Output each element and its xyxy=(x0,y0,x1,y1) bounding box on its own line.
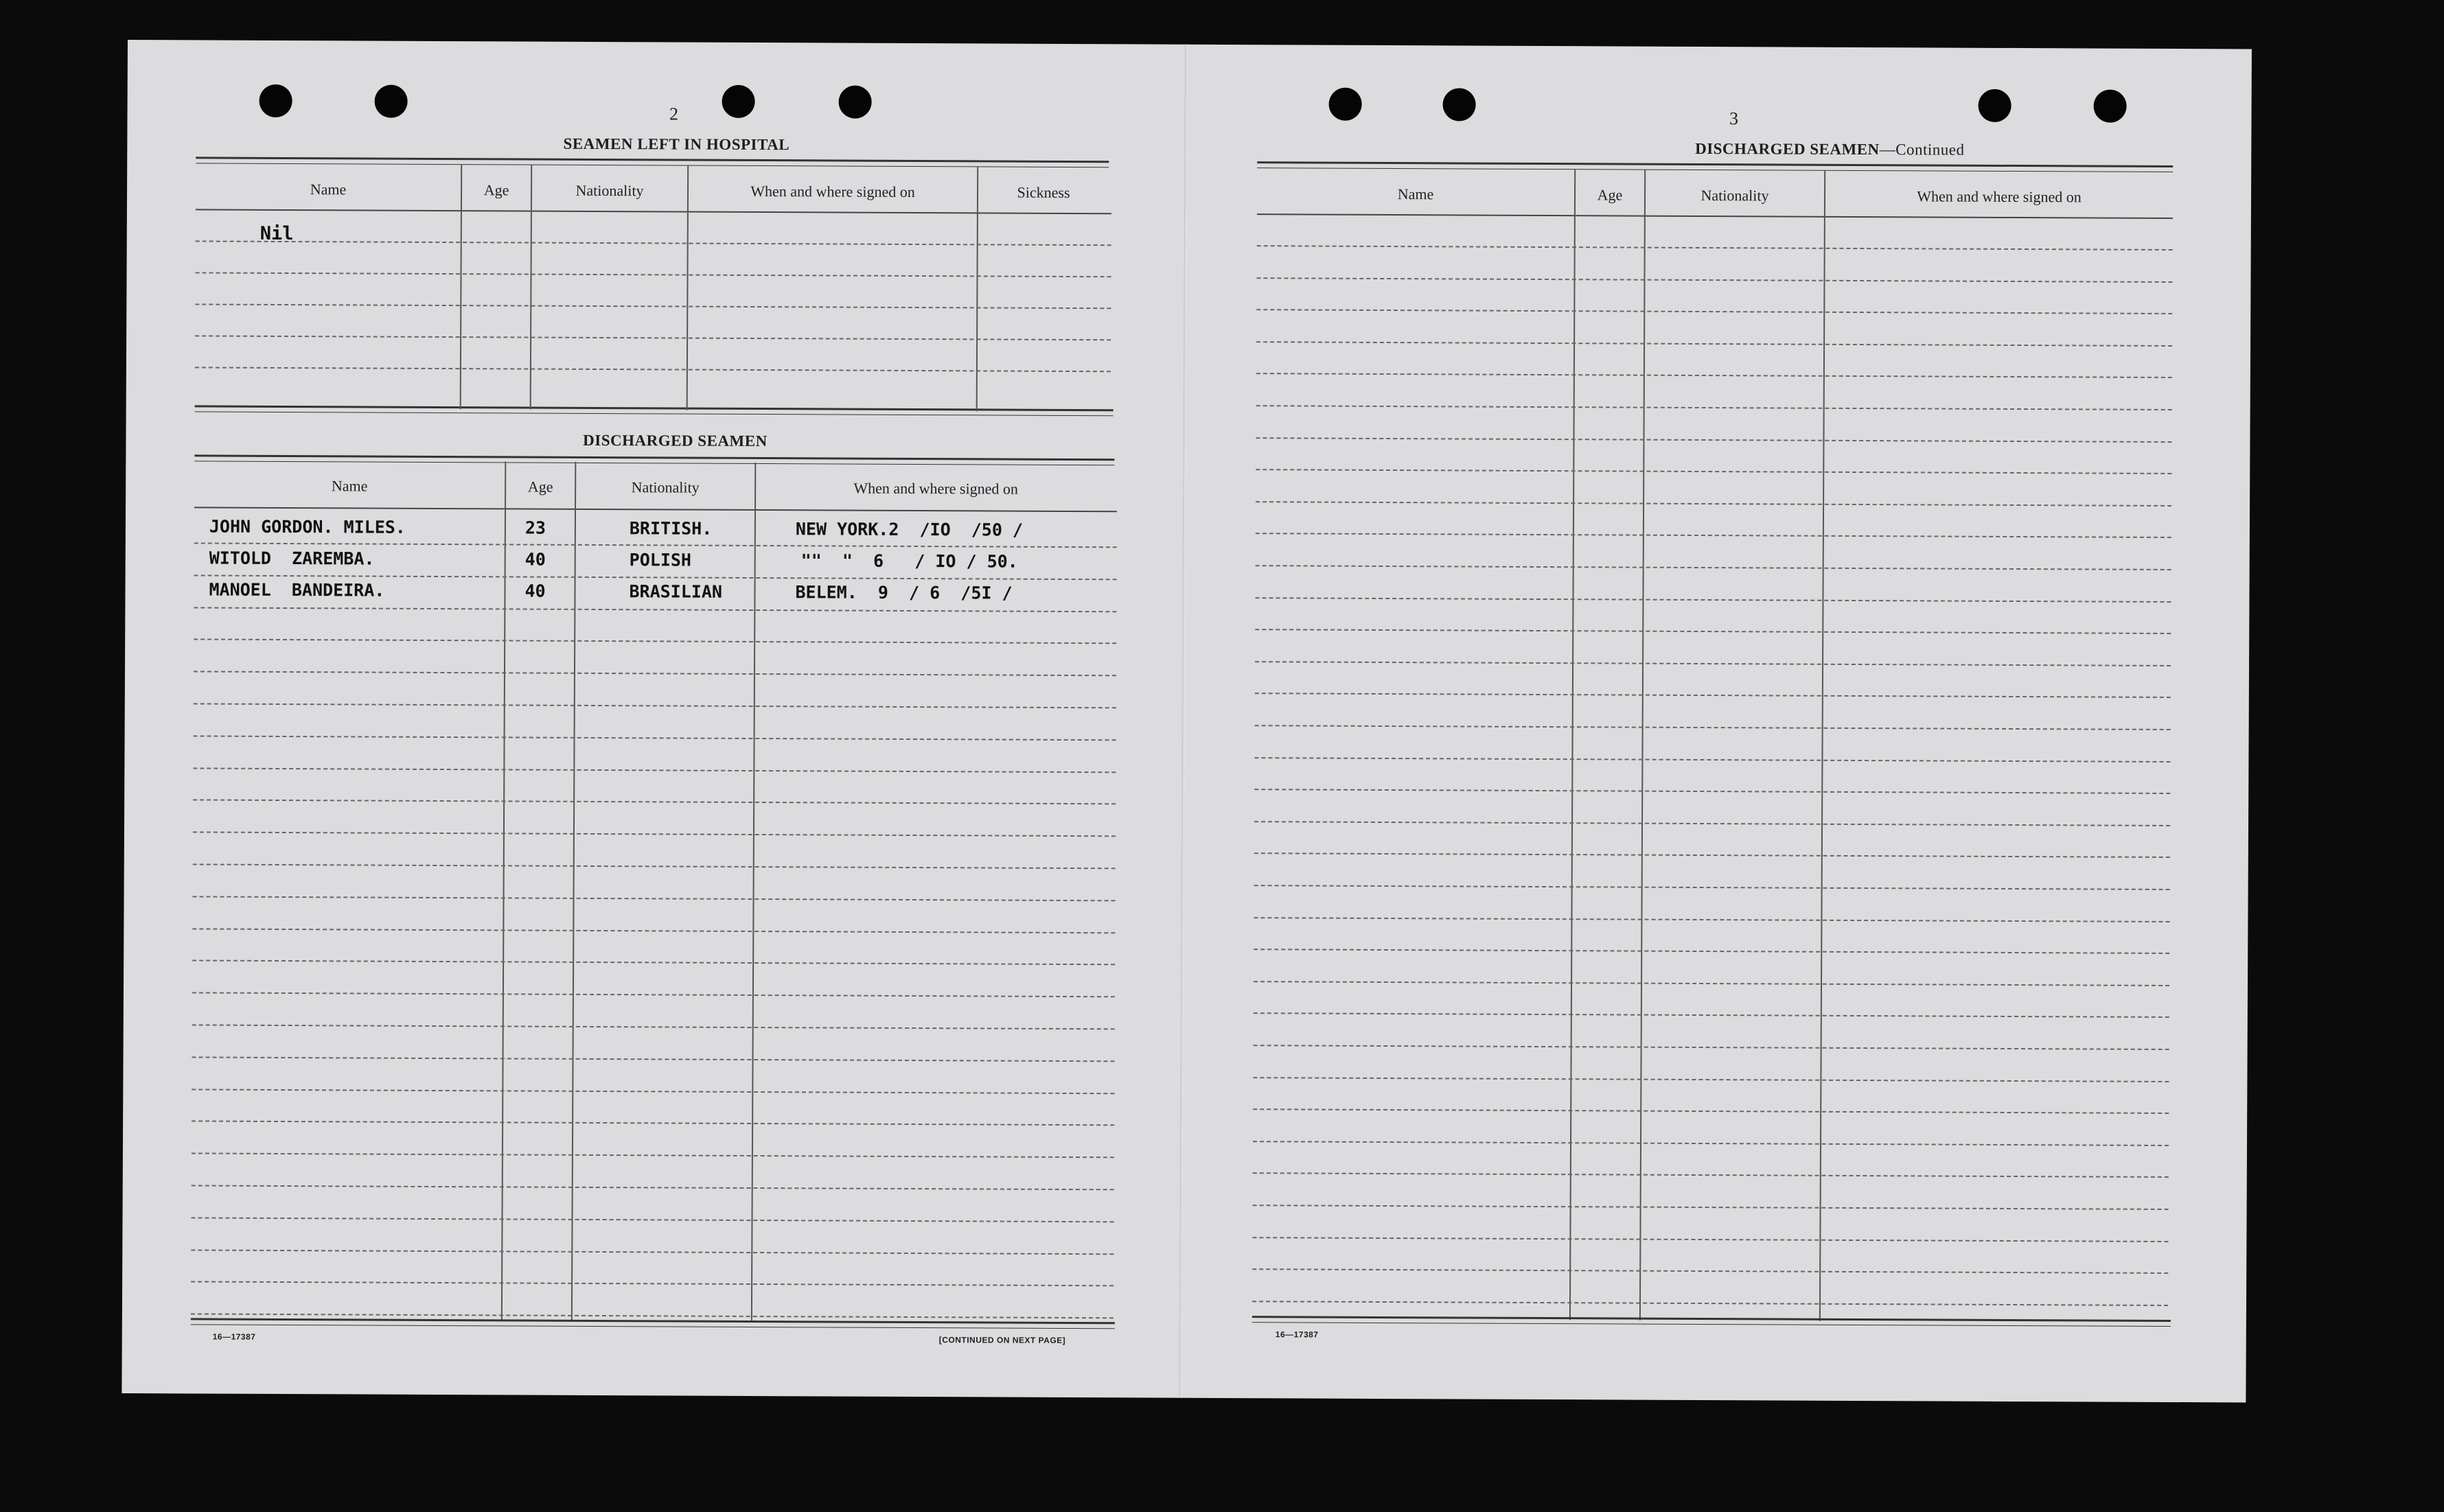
punch-hole xyxy=(375,85,408,118)
punch-hole xyxy=(1443,88,1476,121)
section-rule xyxy=(1257,161,2173,172)
document-sheet xyxy=(122,40,2252,1402)
column-header-signed-on: When and where signed on xyxy=(1917,187,2082,206)
row-line xyxy=(1256,309,2172,314)
row-line xyxy=(1252,1301,2168,1306)
row-line xyxy=(1254,981,2169,986)
column-header-signed-on: When and where signed on xyxy=(853,479,1018,498)
seaman-age: 40 xyxy=(524,581,546,601)
row-line xyxy=(192,1121,1114,1126)
row-line xyxy=(1256,533,2171,539)
row-line xyxy=(194,703,1116,708)
punch-hole xyxy=(722,85,755,118)
row-line xyxy=(1257,245,2173,251)
row-line xyxy=(191,1314,1114,1319)
discharged-row-lines xyxy=(128,40,2252,49)
row-line xyxy=(1256,277,2172,283)
seaman-age: 23 xyxy=(524,517,546,538)
row-line xyxy=(195,303,1111,309)
column-header-signed-on: When and where signed on xyxy=(750,182,915,201)
row-line xyxy=(192,992,1115,998)
row-line xyxy=(1255,725,2171,730)
row-line xyxy=(1256,373,2172,379)
row-line xyxy=(192,1185,1114,1190)
row-line xyxy=(1255,661,2171,666)
row-line xyxy=(192,1024,1115,1030)
seaman-signed-on: "" " 6 / IO / 50. xyxy=(800,550,1018,572)
row-line xyxy=(1254,757,2170,763)
row-line xyxy=(1254,885,2170,890)
column-header-nationality: Nationality xyxy=(631,478,700,496)
row-line xyxy=(193,863,1116,869)
section-rule xyxy=(194,454,1114,465)
row-line xyxy=(1253,1205,2169,1210)
row-line xyxy=(1254,917,2169,922)
row-line xyxy=(1256,405,2172,410)
row-line xyxy=(193,832,1116,837)
row-line xyxy=(1254,949,2169,954)
title-main: DISCHARGED SEAMEN xyxy=(1695,139,1880,159)
row-line xyxy=(196,272,1111,277)
column-header-name: Name xyxy=(310,181,347,198)
row-line xyxy=(1256,469,2171,474)
row-line xyxy=(196,240,1111,246)
row-line xyxy=(191,1249,1114,1255)
header-rule xyxy=(1257,213,2173,219)
section-rule xyxy=(196,156,1109,167)
seaman-name: WITOLD ZAREMBA. xyxy=(209,548,375,569)
row-line xyxy=(194,542,1117,548)
row-line xyxy=(1254,821,2170,826)
row-line xyxy=(192,960,1115,966)
row-line xyxy=(195,367,1111,372)
column-header-age: Age xyxy=(1597,186,1623,204)
section-title-discharged: DISCHARGED SEAMEN xyxy=(583,431,768,450)
page-fold xyxy=(1179,45,1188,1398)
column-header-name: Name xyxy=(1397,185,1434,203)
row-line xyxy=(194,607,1116,612)
row-line xyxy=(1254,789,2170,794)
seaman-nationality: BRITISH. xyxy=(629,518,713,539)
punch-hole xyxy=(260,84,292,117)
table-bottom-rule xyxy=(191,1318,1115,1329)
row-line xyxy=(194,574,1117,580)
row-line xyxy=(1253,1173,2169,1178)
seaman-nationality: BRASILIAN xyxy=(629,581,723,602)
row-line xyxy=(1256,437,2171,443)
row-line xyxy=(194,671,1116,677)
row-line xyxy=(1255,629,2171,634)
title-continued: —Continued xyxy=(1879,141,1965,159)
row-line xyxy=(1254,1045,2169,1050)
header-rule xyxy=(196,209,1111,214)
row-line xyxy=(193,767,1116,773)
column-divider xyxy=(751,463,756,1322)
row-line xyxy=(192,1089,1114,1094)
column-divider xyxy=(460,165,463,409)
column-divider xyxy=(571,462,576,1321)
discharged-continued-row-lines xyxy=(128,40,2252,49)
row-line xyxy=(1254,1013,2169,1019)
hospital-entry: Nil xyxy=(260,222,294,245)
column-divider xyxy=(687,166,689,410)
form-number: 16—17387 xyxy=(1275,1329,1319,1340)
row-line xyxy=(1252,1237,2168,1242)
row-line xyxy=(194,639,1116,644)
seaman-name: MANOEL BANDEIRA. xyxy=(209,579,385,601)
row-line xyxy=(194,735,1116,741)
row-line xyxy=(192,928,1115,933)
continued-note: [CONTINUED ON NEXT PAGE] xyxy=(938,1335,1066,1345)
punch-hole xyxy=(839,86,872,119)
row-line xyxy=(193,896,1116,901)
row-line xyxy=(195,335,1111,340)
section-title-hospital: SEAMEN LEFT IN HOSPITAL xyxy=(563,135,790,154)
column-header-age: Age xyxy=(483,181,509,199)
row-line xyxy=(1256,341,2172,347)
row-line xyxy=(1256,565,2171,570)
left-page xyxy=(128,40,2252,1345)
row-line xyxy=(192,1153,1114,1159)
seaman-signed-on: BELEM. 9 / 6 /5I / xyxy=(795,582,1013,603)
seaman-name: JOHN GORDON. MILES. xyxy=(209,516,406,537)
seaman-signed-on: NEW YORK.2 /IO /50 / xyxy=(795,519,1024,540)
punch-hole xyxy=(1979,89,2011,122)
column-header-sickness: Sickness xyxy=(1017,183,1070,201)
row-line xyxy=(1256,501,2171,507)
row-line xyxy=(1252,1268,2168,1274)
row-line xyxy=(1253,1077,2169,1082)
row-line xyxy=(1253,1141,2169,1146)
row-line xyxy=(191,1281,1114,1287)
row-line xyxy=(192,1056,1115,1062)
column-divider xyxy=(976,167,979,411)
punch-hole xyxy=(2094,89,2127,122)
row-line xyxy=(1255,693,2171,699)
row-line xyxy=(1253,1108,2169,1114)
header-rule xyxy=(194,507,1117,512)
row-line xyxy=(1255,597,2171,603)
row-line xyxy=(192,1217,1114,1222)
seaman-nationality: POLISH xyxy=(629,550,692,570)
page-number: 2 xyxy=(669,104,679,124)
column-divider xyxy=(530,165,533,410)
page-number: 3 xyxy=(1729,108,1739,129)
seaman-age: 40 xyxy=(524,549,546,570)
column-header-nationality: Nationality xyxy=(575,181,644,200)
column-header-name: Name xyxy=(331,477,368,495)
column-header-age: Age xyxy=(527,478,553,496)
section-title-discharged-continued xyxy=(1493,139,2166,160)
punch-hole xyxy=(1329,88,1362,121)
table-bottom-rule xyxy=(1252,1316,2171,1327)
row-line xyxy=(1254,853,2170,859)
form-number: 16—17387 xyxy=(212,1331,256,1342)
column-header-nationality: Nationality xyxy=(1701,187,1769,205)
column-divider xyxy=(501,461,506,1321)
row-line xyxy=(193,800,1116,805)
